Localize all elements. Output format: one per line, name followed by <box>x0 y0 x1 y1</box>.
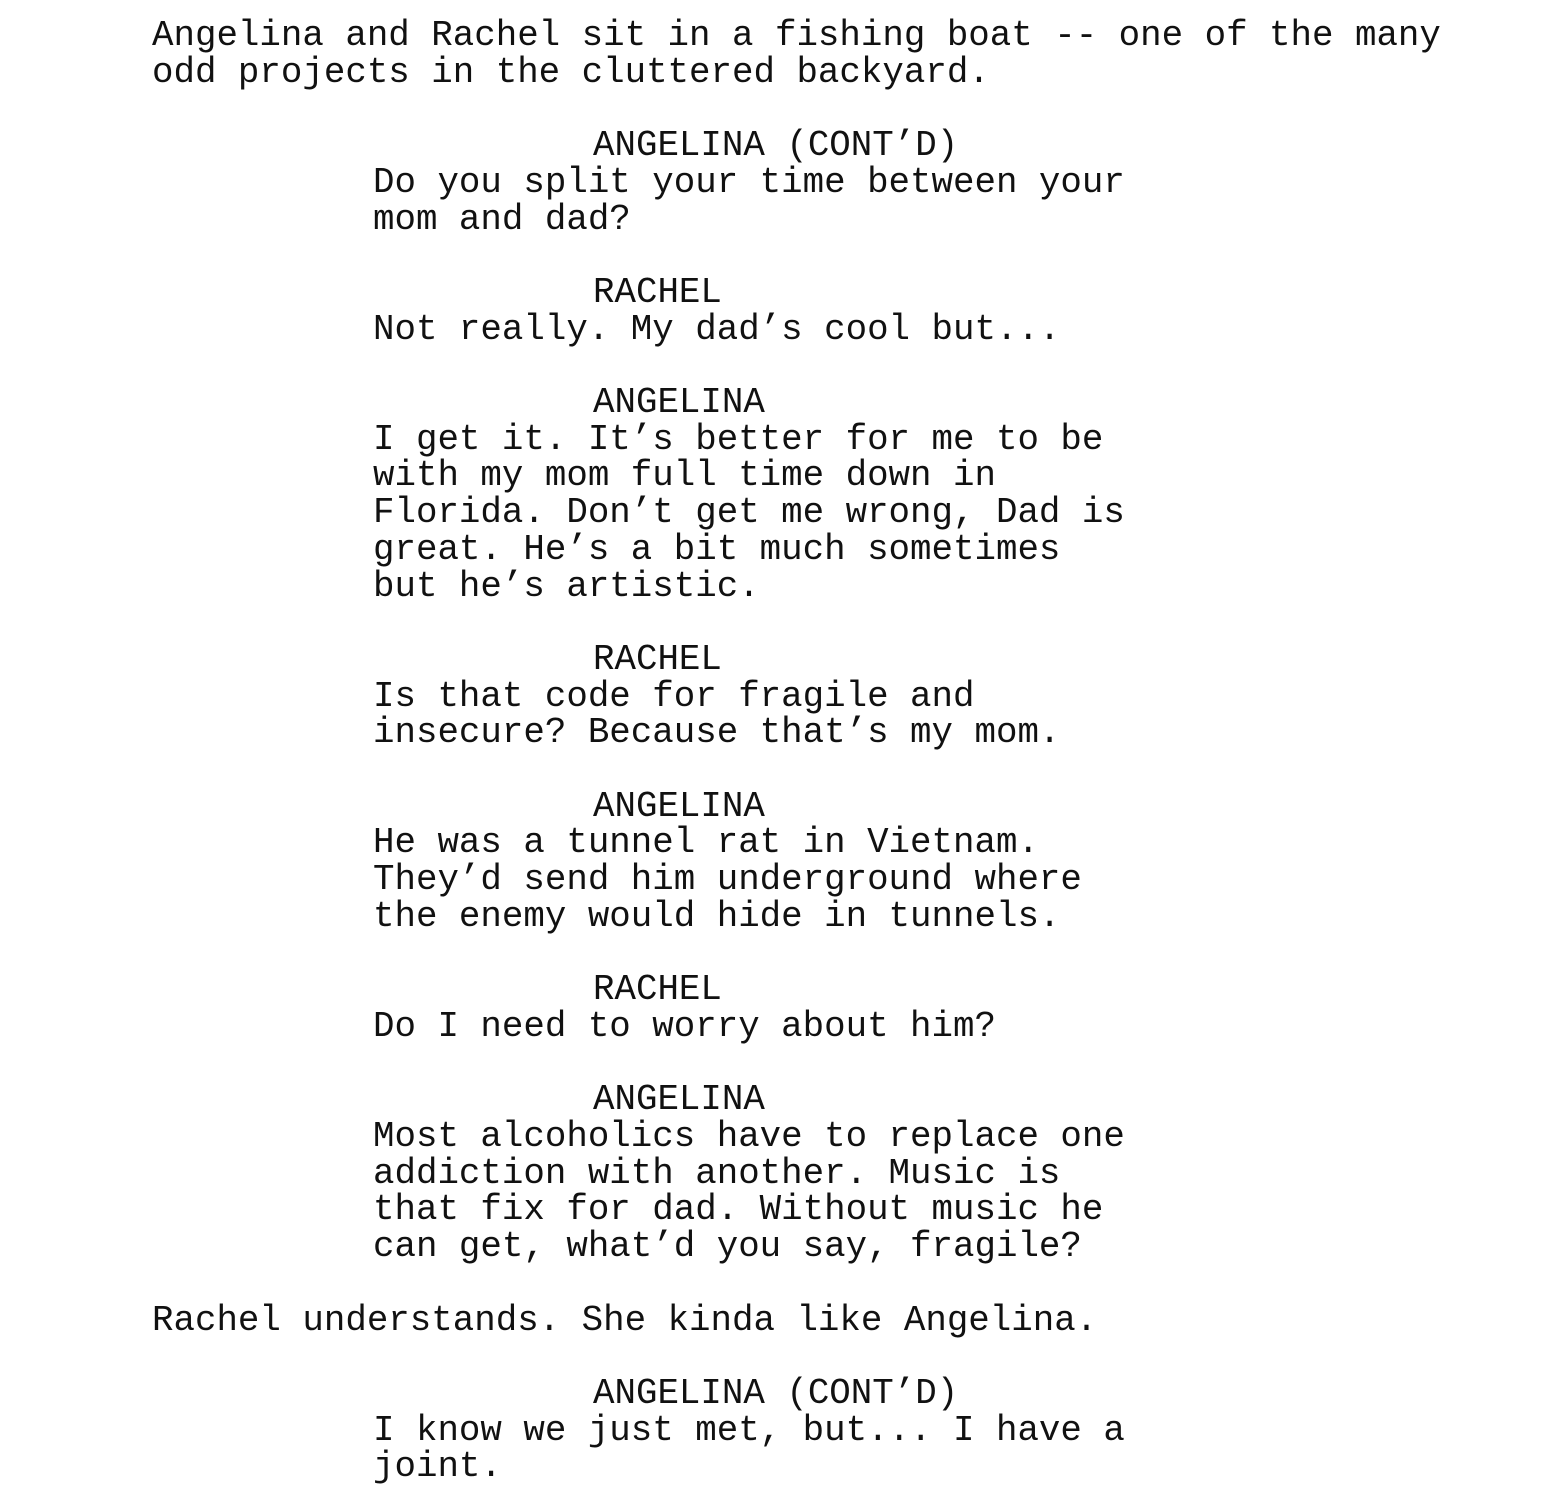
action-line: Angelina and Rachel sit in a fishing boat -- one of the many <box>152 15 1441 56</box>
dialogue-line: can get, what’d you say, fragile? <box>373 1226 1082 1268</box>
dialogue-line: Do you split your time between your <box>373 161 1125 203</box>
dialogue-line: that fix for dad. Without music he <box>373 1189 1104 1231</box>
dialogue-line: Most alcoholics have to replace one <box>373 1116 1125 1157</box>
dialogue-line: Not really. My dad’s cool but... <box>373 308 1061 350</box>
dialogue-line: Do I need to worry about him? <box>373 1005 996 1047</box>
dialogue-line: I get it. It’s better for me to be <box>373 418 1104 460</box>
dialogue-line: He was a tunnel rat in Vietnam. <box>373 822 1039 864</box>
dialogue-line: but he’s artistic. <box>373 565 760 607</box>
character-cue: ANGELINA (CONT’D) <box>593 125 959 167</box>
dialogue-line: the enemy would hide in tunnels. <box>373 895 1061 937</box>
dialogue-line: insecure? Because that’s my mom. <box>373 712 1061 754</box>
action-line: odd projects in the cluttered backyard. <box>152 51 990 93</box>
dialogue-line: joint. <box>373 1446 502 1488</box>
character-cue: ANGELINA <box>593 785 765 827</box>
character-cue: RACHEL <box>593 271 722 313</box>
character-cue: ANGELINA <box>593 382 765 423</box>
character-cue: RACHEL <box>593 969 722 1011</box>
dialogue-line: Florida. Don’t get me wrong, Dad is <box>373 492 1125 534</box>
dialogue-line: great. He’s a bit much sometimes <box>373 528 1061 570</box>
dialogue-line: I know we just met, but... I have a <box>373 1409 1125 1451</box>
dialogue-line: addiction with another. Music is <box>373 1152 1061 1194</box>
dialogue-line: mom and dad? <box>373 198 631 240</box>
dialogue-line: with my mom full time down in <box>373 455 996 497</box>
character-cue: RACHEL <box>593 638 722 680</box>
action-line: Rachel understands. She kinda like Angelina. <box>152 1299 1098 1341</box>
dialogue-line: They’d send him underground where <box>373 859 1082 901</box>
dialogue-line: Is that code for fragile and <box>373 675 975 717</box>
character-cue: ANGELINA (CONT’D) <box>593 1372 959 1414</box>
character-cue: ANGELINA <box>593 1079 765 1121</box>
